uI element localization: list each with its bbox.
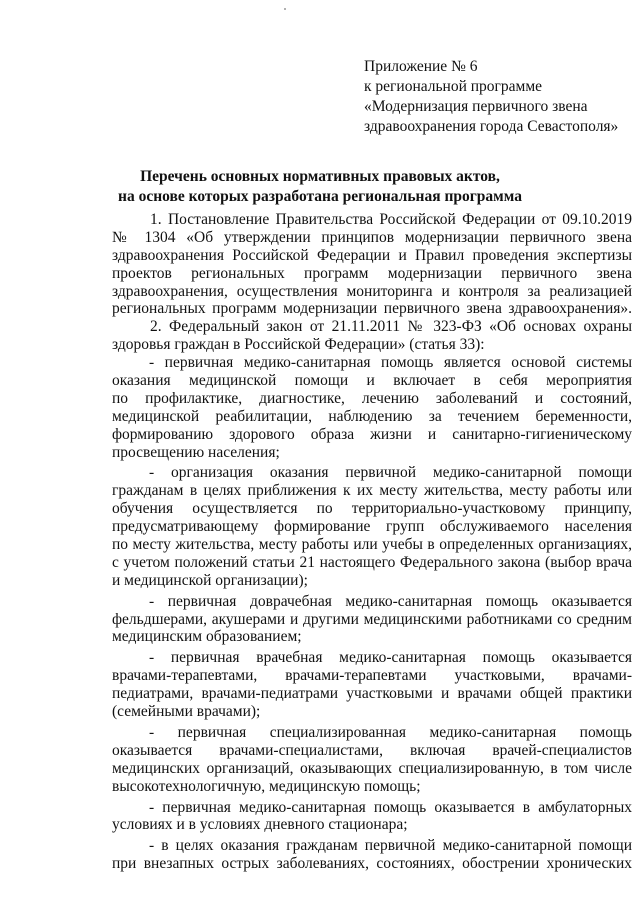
text-line: врачами-терапевтами, врачами-терапевтами участковыми, врачами- [112,667,632,685]
text-line: по месту жительства, месту работы или учебы в определенных организациях, [112,536,632,554]
appendix-block [364,57,634,137]
text-line: фельдшерами, акушерами и другими медицинскими работниками со средним [112,610,632,628]
text-line: № 1304 «Об утверждении принципов модернизации первичного звена [112,228,632,246]
text-line: (семейными врачами); [112,703,261,721]
text-line: 2. Федеральный закон от 21.11.2011 № 323-ФЗ «Об основах охраны [150,318,632,336]
text-line: обучения осуществляется по территориально-участковому принципу, [112,500,632,518]
text-line: высокотехнологичную, медицинскую помощь; [112,777,421,795]
text-line: 1. Постановление Правительства Российской Федерации от 09.10.2019 [150,211,632,228]
paragraph-2 [112,318,632,354]
text-line: гражданам в целях приближения к их месту жительства, месту работы или [112,482,632,500]
text-line: - первичная медико-санитарная помощь является основой системы [149,354,632,372]
text-line: - первичная специализированная медико-санитарная помощь [149,723,632,741]
bullet-5 [112,724,632,796]
paragraph-1 [112,211,632,318]
bullet-4 [112,649,632,721]
text-line: - организация оказания первичной медико-санитарной помощи [149,464,632,482]
text-line: педиатрами, врачами-педиатрами участковыми и врачами общей практики [112,685,632,703]
text-line: условиях и в условиях дневного стационара; [112,816,408,834]
text-line: оказывается врачами-специалистами, включая врачей-специалистов [112,741,632,759]
title-line: Перечень основных нормативных правовых актов, [140,168,500,185]
text-line: - первичная врачебная медико-санитарная помощь оказывается [149,649,632,667]
text-line: формированию здорового образа жизни и санитарно-гигиеническому [112,425,632,443]
title-line: на основе которых разработана региональная программа [118,188,522,205]
bullet-7 [112,837,632,873]
text-line: и медицинской организации); [112,571,308,589]
text-line: медицинских организаций, оказывающих специализированную, в том числе [112,759,632,777]
bullet-3 [112,593,632,647]
appendix-line: Приложение № 6 [364,58,478,75]
bullet-1 [112,354,632,461]
appendix-line: к региональной программе [364,78,543,95]
bullet-6 [112,799,632,835]
text-line: - первичная доврачебная медико-санитарная помощь оказывается [149,592,632,610]
text-line: медицинским образованием; [112,628,302,646]
appendix-line: «Модернизация первичного звена [364,98,588,115]
text-line: - в целях оказания гражданам первичной медико-санитарной помощи [149,837,632,855]
scan-speck [284,8,286,10]
text-line: при внезапных острых заболеваниях, состояниях, обострении хронических [112,855,632,873]
text-line: предусматривающему формирование групп обслуживаемого населения [112,518,632,536]
bullet-2 [112,464,632,589]
text-line: здравоохранения Российской Федерации и Правил проведения экспертизы [112,246,632,264]
text-line: по профилактике, диагностике, лечению заболеваний и состояний, [112,389,632,407]
text-line: с учетом положений статьи 21 настоящего Федерального закона (выбор врача [112,553,632,571]
text-line: медицинской реабилитации, наблюдению за течением беременности, [112,407,632,425]
text-line: - первичная медико-санитарная помощь оказывается в амбулаторных [149,798,632,816]
text-line: оказания медицинской помощи и включает в себя мероприятия [112,372,632,390]
text-line: просвещению населения; [112,443,280,461]
text-line: здоровья граждан в Российской Федерации» (статья 33): [112,336,485,354]
text-line: здравоохранения, осуществления мониторинга и контроля за реализацией [112,282,632,300]
document-body [112,211,632,873]
text-line: проектов региональных программ модернизации первичного звена [112,264,632,282]
text-line: региональных программ модернизации первичного звена здравоохранения». [112,300,632,318]
document-title [0,167,640,207]
appendix-line: здравоохранения города Севастополя» [364,118,619,135]
